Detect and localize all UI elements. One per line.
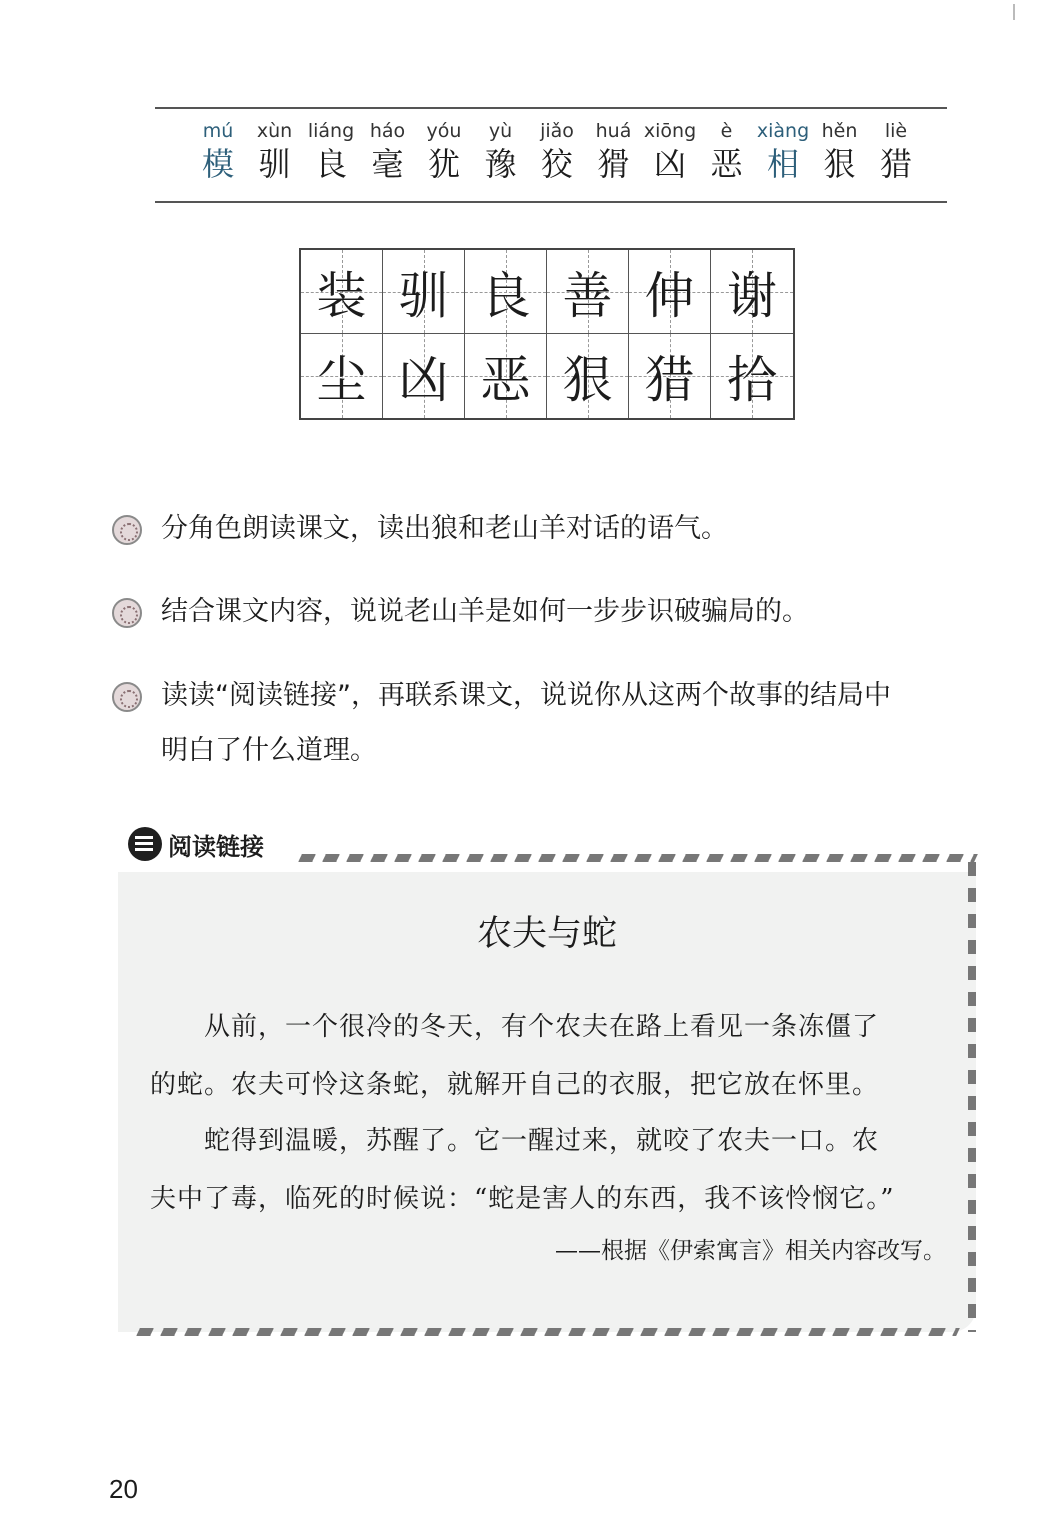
grid-character: 猎 <box>644 351 695 409</box>
grid-character: 谢 <box>727 266 777 325</box>
vocab-character: 猎 <box>879 145 912 183</box>
grid-character: 善 <box>562 266 613 325</box>
vocab-pinyin: xiàng <box>756 120 810 142</box>
vocab-pinyin: háo <box>369 120 406 142</box>
vocab-item <box>755 118 811 184</box>
story-line: 的蛇。农夫可怜这条蛇，就解开自己的衣服，把它放在怀里。 <box>150 1070 880 1100</box>
story-paragraph-1 <box>150 998 950 1114</box>
question-3-line-2: 明白了什么道理。 <box>161 735 377 766</box>
vocab-pinyin: hěn <box>821 120 858 142</box>
question-2-text: 结合课文内容，说说老山羊是如何一步步识破骗局的。 <box>161 596 809 627</box>
vocab-item <box>586 118 642 184</box>
story-line: 从前，一个很冷的冬天，有个农夫在路上看见一条冻僵了 <box>150 1012 880 1042</box>
question-3-line-1: 读读“阅读链接”，再联系课文，说说你从这两个故事的结局中 <box>161 680 891 711</box>
vocab-pinyin: yù <box>488 120 513 142</box>
reading-link-header <box>128 826 264 862</box>
vocab-pinyin: yóu <box>426 120 462 142</box>
vocab-character: 驯 <box>258 145 291 183</box>
grid-box <box>465 334 547 418</box>
vocab-pinyin: liáng <box>307 120 355 142</box>
question-1 <box>112 501 992 556</box>
vocab-character: 良 <box>314 145 347 183</box>
vocab-character: 恶 <box>710 145 743 183</box>
vocab-item <box>190 118 246 184</box>
vocab-character: 狡 <box>540 145 573 183</box>
grid-character: 尘 <box>316 351 367 409</box>
question-2 <box>112 584 992 639</box>
vocab-pinyin: huá <box>595 120 632 142</box>
grid-character: 狠 <box>562 351 613 409</box>
vocab-pinyin: jiǎo <box>540 120 574 142</box>
vocab-character: 凶 <box>653 145 686 183</box>
grid-character: 驯 <box>398 266 449 325</box>
grid-box <box>301 250 383 334</box>
question-bullet-icon <box>112 598 142 628</box>
panel-dashed-border-bottom <box>136 1328 960 1336</box>
vocabulary-row <box>190 118 930 194</box>
corner-mark <box>1013 4 1023 20</box>
vocab-pinyin: mú <box>202 120 234 142</box>
vocab-pinyin: xiōng <box>643 120 697 142</box>
grid-character: 凶 <box>398 351 449 409</box>
vocab-character: 狠 <box>823 145 856 183</box>
vocab-item <box>642 118 698 184</box>
vocab-pinyin: liè <box>884 120 908 142</box>
vocab-item <box>416 118 472 184</box>
grid-character: 恶 <box>480 351 531 409</box>
vocab-item <box>868 118 924 184</box>
question-1-text: 分角色朗读课文，读出狼和老山羊对话的语气。 <box>161 513 728 544</box>
grid-box <box>383 250 465 334</box>
vocab-item <box>699 118 755 184</box>
vocab-item <box>812 118 868 184</box>
grid-box <box>629 334 711 418</box>
story-source: ——根据《伊索寓言》相关内容改写。 <box>555 1238 946 1264</box>
bottom-rule <box>155 201 947 203</box>
story-title: 农夫与蛇 <box>476 914 617 954</box>
grid-box <box>711 334 793 418</box>
vocab-item <box>360 118 416 184</box>
grid-character: 拾 <box>727 351 777 409</box>
reading-link-icon <box>128 827 162 861</box>
vocab-character: 模 <box>201 145 234 183</box>
grid-box <box>301 334 383 418</box>
grid-box <box>711 250 793 334</box>
story-line: 蛇得到温暖，苏醒了。它一醒过来，就咬了农夫一口。农 <box>150 1126 880 1156</box>
grid-character: 伸 <box>644 266 695 325</box>
writing-grid <box>299 248 795 420</box>
question-bullet-icon <box>112 682 142 712</box>
vocab-character: 豫 <box>484 145 517 183</box>
grid-character: 装 <box>316 266 367 325</box>
story-line: 夫中了毒，临死的时候说：“蛇是害人的东西，我不该怜悯它。” <box>150 1184 895 1214</box>
vocab-item <box>529 118 585 184</box>
vocab-character: 相 <box>766 145 799 183</box>
grid-box <box>547 250 629 334</box>
reading-link-label: 阅读链接 <box>168 832 264 861</box>
grid-box <box>547 334 629 418</box>
question-3 <box>112 668 992 778</box>
vocab-character: 犹 <box>427 145 460 183</box>
vocab-pinyin: è <box>720 120 733 142</box>
panel-dashed-border-top <box>298 854 978 862</box>
vocab-character: 毫 <box>371 145 404 183</box>
grid-character: 良 <box>480 266 531 325</box>
grid-box <box>629 250 711 334</box>
vocab-character: 猾 <box>597 145 630 183</box>
grid-box <box>383 334 465 418</box>
story-paragraph-2 <box>150 1112 950 1228</box>
page-number: 20 <box>109 1474 138 1504</box>
vocab-item <box>303 118 359 184</box>
vocab-item <box>473 118 529 184</box>
top-rule <box>155 107 947 109</box>
vocab-pinyin: xùn <box>256 120 293 142</box>
vocab-item <box>247 118 303 184</box>
grid-box <box>465 250 547 334</box>
question-bullet-icon <box>112 515 142 545</box>
